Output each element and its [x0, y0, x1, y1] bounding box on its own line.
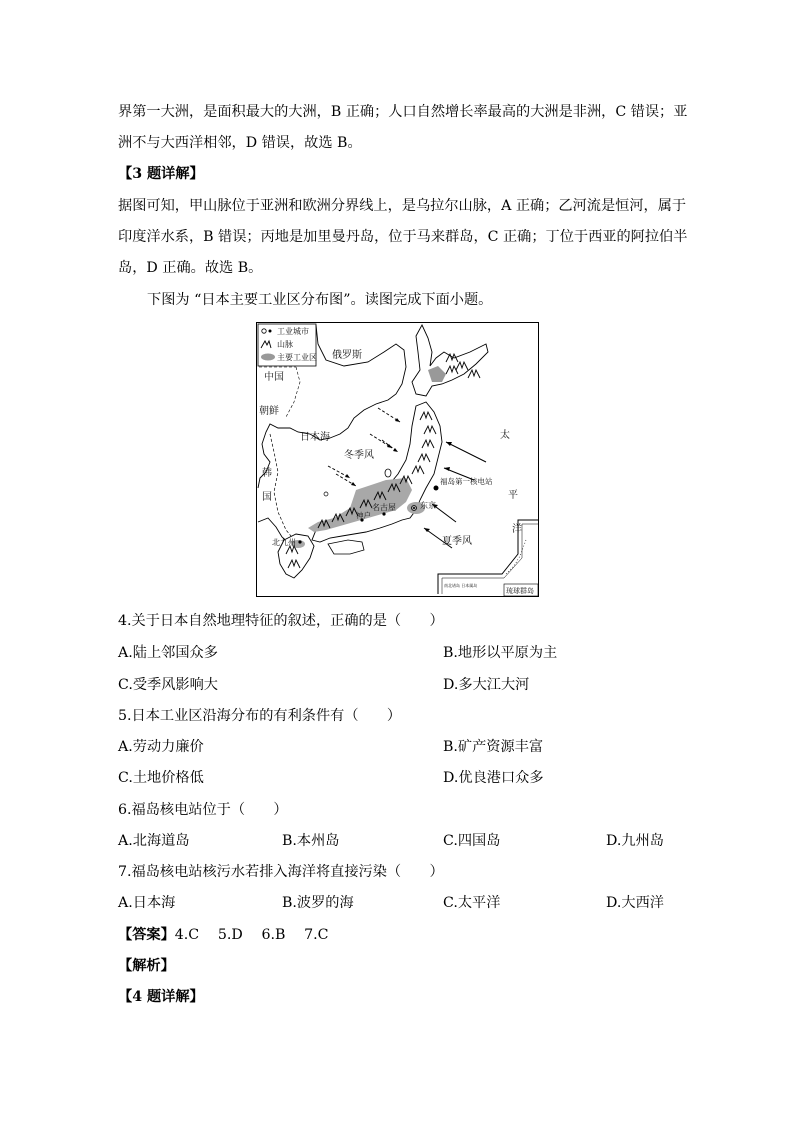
pacific-label-1: 太 [500, 430, 510, 441]
question-5: 5.日本工业区沿海分布的有利条件有（ ） [118, 708, 402, 724]
option-6c: C.四国岛 [443, 833, 501, 849]
pacific-label-3: 洋 [512, 524, 522, 535]
text-line: 洲不与大西洋相邻，D 错误，故选 B。 [118, 135, 362, 151]
inset-label: 南北诸岛 日本属岛 [444, 583, 478, 588]
legend-city: 工业城市 [277, 327, 309, 336]
option-7b: B.波罗的海 [282, 895, 354, 911]
pacific-label-2: 平 [508, 490, 518, 501]
option-7c: C.太平洋 [443, 895, 501, 911]
question-7: 7.福岛核电站核污水若排入海洋将直接污染（ ） [118, 864, 444, 880]
question-intro: 下图为 “日本主要工业区分布图”。读图完成下面小题。 [147, 292, 493, 308]
question-4: 4.关于日本自然地理特征的叙述，正确的是（ ） [118, 613, 444, 629]
analysis-heading: 【解析】 [118, 958, 175, 974]
nagoya-label: 名古屋 [372, 503, 396, 512]
answer-line [118, 925, 329, 945]
summer-wind-label: 夏季风 [442, 536, 472, 547]
north-korea-label: 朝鲜 [259, 406, 279, 417]
text-line: 界第一大洲，是面积最大的大洲，B 正确；人口自然增长率最高的大洲是非洲，C 错误；亚 [118, 104, 688, 120]
japan-industry-map [256, 322, 539, 597]
fukushima-marker [434, 486, 439, 491]
industrial-zone-icon [261, 354, 275, 361]
option-7a: A.日本海 [118, 895, 176, 911]
option-4c: C.受季风影响大 [118, 677, 218, 693]
china-label: 中国 [264, 372, 284, 383]
legend-industrial: 主要工业区 [277, 353, 317, 362]
text-line: 据图可知，甲山脉位于亚洲和欧洲分界线上，是乌拉尔山脉，A 正确；乙河流是恒河，属于 [118, 198, 687, 214]
text-line: 印度洋水系，B 错误；丙地是加里曼丹岛，位于马来群岛，C 正确；丁位于西亚的阿拉伯半 [118, 229, 688, 245]
option-6a: A.北海道岛 [118, 833, 190, 849]
tokyo-label: 东京 [420, 501, 436, 510]
section-heading: 【3 题详解】 [118, 166, 204, 182]
option-5c: C.土地价格低 [118, 770, 204, 786]
option-6d: D.九州岛 [606, 833, 664, 849]
answer-label: 【答案】 [118, 927, 175, 943]
ryukyu-label: 琉球群岛 [506, 587, 534, 595]
fukushima-label: 福岛第一核电站 [440, 477, 493, 486]
text-line: 岛，D 正确。故选 B。 [118, 260, 263, 276]
option-5d: D.优良港口众多 [443, 770, 544, 786]
option-7d: D.大西洋 [606, 895, 664, 911]
option-4b: B.地形以平原为主 [443, 645, 558, 661]
question-6: 6.福岛核电站位于（ ） [118, 802, 288, 818]
option-5a: A.劳动力廉价 [118, 739, 204, 755]
section-heading: 【4 题详解】 [118, 989, 204, 1005]
korea-label-2: 国 [262, 492, 272, 503]
option-6b: B.本州岛 [282, 833, 340, 849]
answer-values: 4.C 5.D 6.B 7.C [174, 927, 329, 943]
kobe-label: 神户 [356, 511, 371, 520]
korea-label-1: 韩 [262, 468, 272, 479]
winter-wind-label: 冬季风 [344, 450, 374, 461]
option-4a: A.陆上邻国众多 [118, 645, 218, 661]
russia-label: 俄罗斯 [332, 350, 362, 361]
sea-of-japan-label: 日本海 [300, 432, 330, 443]
legend-mountain: 山脉 [277, 340, 293, 349]
kitakyushu-label: 北九州 [272, 538, 296, 547]
option-4d: D.多大江大河 [443, 677, 530, 693]
option-5b: B.矿产资源丰富 [443, 739, 544, 755]
